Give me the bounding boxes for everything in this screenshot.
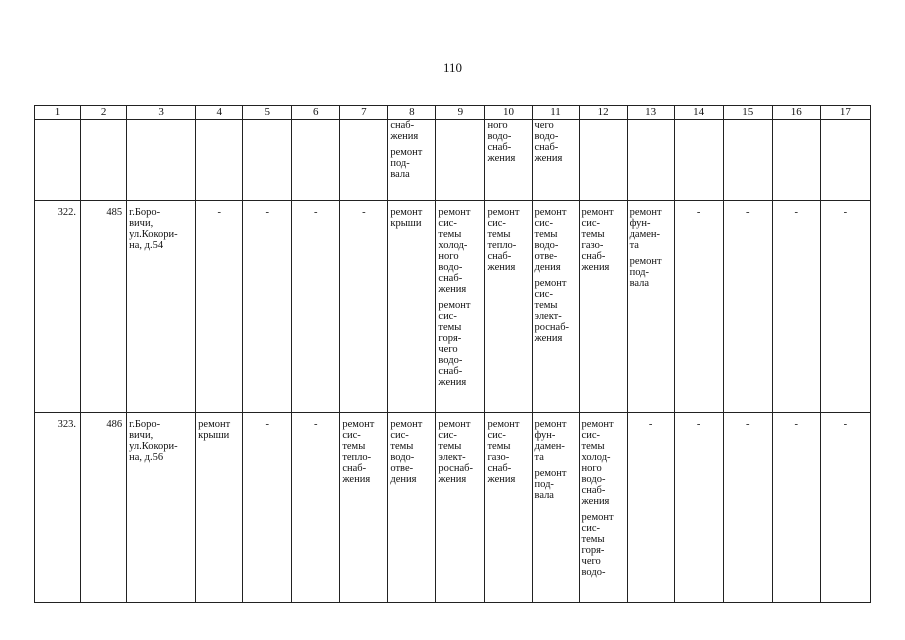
value-cell: - [243,413,292,603]
column-header: 2 [81,106,127,120]
page-number: 110 [442,60,463,75]
object-id: 486 [81,413,127,603]
work-cell [436,413,485,603]
work-item: ремонт сис- темы элект- роснаб- жения [534,278,570,344]
column-header: 1 [35,106,81,120]
value-cell: - [820,201,870,413]
header-row [35,106,871,120]
value-cell [243,120,292,201]
work-item: ремонт фун- дамен- та [629,207,662,251]
value-cell: - [674,413,723,603]
value-cell: - [723,413,772,603]
column-header: 4 [196,106,243,120]
object-id: 485 [81,201,127,413]
column-header: 14 [674,106,723,120]
work-item: ного водо- снаб- жения [487,120,516,164]
work-cell [436,120,485,201]
work-item: чего водо- снаб- жения [534,120,563,164]
work-item: ремонт сис- темы элект- роснаб- жения [438,419,473,485]
value-cell: - [674,201,723,413]
work-item: ремонт сис- темы газо- снаб- жения [487,419,520,485]
work-cell [388,120,436,201]
work-item: ремонт сис- темы горя- чего водо- снаб- жения [438,300,471,388]
value-cell: - [772,413,820,603]
work-item: ремонт под- вала [390,147,423,180]
value-cell: - [820,413,870,603]
column-header: 5 [243,106,292,120]
value-cell: - [627,413,674,603]
work-item: ремонт сис- темы газо- снаб- жения [581,207,614,273]
column-header: 11 [532,106,579,120]
column-header: 16 [772,106,820,120]
work-cell [532,120,579,201]
value-cell [292,120,340,201]
work-item: ремонт крыши [198,419,231,441]
work-item: ремонт крыши [390,207,423,229]
value-cell: - [196,201,243,413]
column-header: 13 [627,106,674,120]
column-header: 9 [436,106,485,120]
address-cell [127,413,196,603]
address-text: г.Боро- вичи, ул.Кокори- на, д.56 [129,419,178,463]
work-item: ремонт сис- темы тепло- снаб- жения [342,419,375,485]
work-cell [627,201,674,413]
work-cell [388,201,436,413]
value-cell [340,120,388,201]
value-cell: - [340,201,388,413]
work-item: ремонт сис- темы горя- чего водо- [581,512,614,578]
column-header: 10 [485,106,532,120]
work-item: ремонт сис- темы водо- отве- дения [390,419,423,485]
work-cell [485,201,532,413]
work-cell [340,413,388,603]
work-cell [485,120,532,201]
value-cell [196,120,243,201]
work-cell [579,201,627,413]
column-header: 7 [340,106,388,120]
value-cell [674,120,723,201]
work-item: ремонт фун- дамен- та [534,419,567,463]
work-cell [196,413,243,603]
column-header: 17 [820,106,870,120]
column-header: 8 [388,106,436,120]
work-item: ремонт сис- темы водо- отве- дения [534,207,567,273]
work-item: ремонт сис- темы тепло- снаб- жения [487,207,520,273]
address-cell [127,201,196,413]
work-item: ремонт под- вала [629,256,662,289]
work-item: снаб- жения [390,120,419,142]
work-cell [579,120,627,201]
work-cell [532,413,579,603]
row-number: 322. [35,201,81,413]
value-cell: - [243,201,292,413]
work-item: ремонт под- вала [534,468,567,501]
work-cell [579,413,627,603]
address-text: г.Боро- вичи, ул.Кокори- на, д.54 [129,207,178,251]
column-header: 6 [292,106,340,120]
work-cell [388,413,436,603]
table-row [35,413,871,603]
value-cell [820,120,870,201]
value-cell: - [723,201,772,413]
value-cell [723,120,772,201]
work-cell [532,201,579,413]
work-cell [627,120,674,201]
column-header: 12 [579,106,627,120]
table-row [35,201,871,413]
value-cell: - [292,413,340,603]
column-header: 15 [723,106,772,120]
table-row [35,120,871,201]
work-item: ремонт сис- темы холод- ного водо- снаб- жения [438,207,471,295]
value-cell: - [772,201,820,413]
address-cell [127,120,196,201]
row-number: 323. [35,413,81,603]
repair-schedule-table [34,105,871,603]
value-cell [772,120,820,201]
work-cell [485,413,532,603]
value-cell: - [292,201,340,413]
row-number [35,120,81,201]
work-item: ремонт сис- темы холод- ного водо- снаб- жения [581,419,614,507]
work-cell [436,201,485,413]
column-header: 3 [127,106,196,120]
object-id [81,120,127,201]
